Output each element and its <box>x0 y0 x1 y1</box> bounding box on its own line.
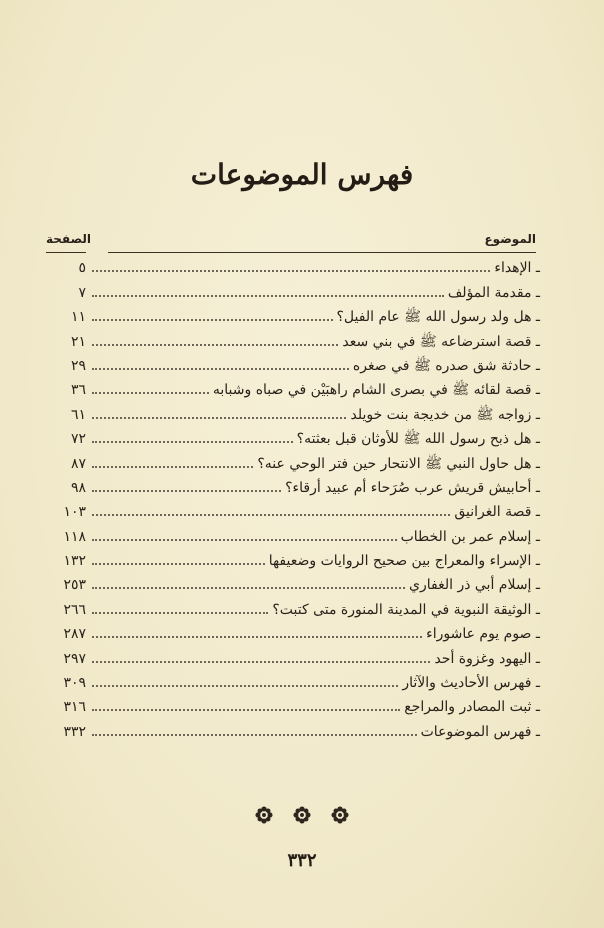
toc-entry-title: ـ إسلام عمر بن الخطاب <box>400 528 540 545</box>
toc-entry-title: ـ مقدمة المؤلف <box>447 284 540 301</box>
toc-entry-page: ٧ <box>78 284 86 301</box>
toc-entry-page: ١٠٣ <box>63 504 86 521</box>
dot-leader <box>92 490 281 492</box>
toc-entry-page: ٧٢ <box>70 431 86 448</box>
dot-leader <box>92 466 253 468</box>
dot-leader <box>92 514 450 516</box>
dot-leader <box>92 709 400 711</box>
dot-leader <box>92 368 349 370</box>
toc-entry <box>46 595 540 619</box>
toc-entry-title: ـ الإسراء والمعراج بين صحيح الروايات وضعيفها <box>268 553 540 570</box>
toc-entry <box>46 547 540 571</box>
toc-entry-title: ـ اليهود وغزوة أحد <box>434 650 540 667</box>
flower-ornament-icon <box>293 806 311 824</box>
toc-entry <box>46 376 540 400</box>
dot-leader <box>92 587 405 589</box>
toc-entry <box>46 644 540 668</box>
dot-leader <box>92 612 268 614</box>
toc-entry-page: ٢٩٧ <box>63 650 86 667</box>
toc-entry-title: ـ إسلام أبي ذر الغفاري <box>409 577 540 594</box>
toc-entry-title: ـ قصة الغرانيق <box>454 504 540 521</box>
dot-leader <box>92 661 430 663</box>
dot-leader <box>92 539 397 541</box>
toc-entry-title: ـ هل ولد رسول الله ﷺ عام الفيل؟ <box>336 309 540 326</box>
toc-entry-title: ـ حادثة شق صدره ﷺ في صغره <box>352 357 540 374</box>
table-of-contents <box>46 254 540 742</box>
toc-entry <box>46 571 540 595</box>
toc-entry-title: ـ صوم يوم عاشوراء <box>426 626 540 643</box>
toc-entry-page: ١٣٢ <box>63 553 86 570</box>
toc-entry-title: ـ هل ذبح رسول الله ﷺ للأوثان قبل بعثته؟ <box>296 431 540 448</box>
toc-entry-title: ـ فهرس الأحاديث والآثار <box>402 675 540 692</box>
toc-entry <box>46 620 540 644</box>
dot-leader <box>92 441 293 443</box>
toc-entry-page: ٢٦٦ <box>63 601 86 618</box>
toc-entry-page: ٦١ <box>70 406 86 423</box>
dot-leader <box>92 319 333 321</box>
toc-entry-page: ٢٨٧ <box>63 626 86 643</box>
toc-entry <box>46 498 540 522</box>
toc-entry <box>46 693 540 717</box>
ornament-divider <box>0 806 604 824</box>
dot-leader <box>92 295 444 297</box>
dot-leader <box>92 563 265 565</box>
toc-entry <box>46 449 540 473</box>
toc-entry-title: ـ الإهداء <box>494 260 540 277</box>
toc-entry-title: ـ زواجه ﷺ من خديجة بنت خويلد <box>350 406 540 423</box>
toc-entry-title: ـ قصة استرضاعه ﷺ في بني سعد <box>342 333 540 350</box>
page-column-header: الصفحة <box>46 232 92 246</box>
toc-entry-page: ٢١ <box>70 333 86 350</box>
dot-leader <box>92 685 398 687</box>
dot-leader <box>92 734 417 736</box>
toc-entry <box>46 352 540 376</box>
topic-header-rule <box>108 252 536 253</box>
toc-entry-page: ٢٥٣ <box>63 577 86 594</box>
toc-entry-page: ١١٨ <box>63 528 86 545</box>
toc-entry <box>46 254 540 278</box>
toc-entry-title: ـ ثبت المصادر والمراجع <box>404 699 540 716</box>
toc-entry <box>46 425 540 449</box>
dot-leader <box>92 344 338 346</box>
toc-entry-page: ٨٧ <box>70 455 86 472</box>
flower-ornament-icon <box>255 806 273 824</box>
toc-entry <box>46 669 540 693</box>
toc-entry-page: ٣١٦ <box>63 699 86 716</box>
toc-entry-title: ـ الوثيقة النبوية في المدينة المنورة متى كتبت؟ <box>272 601 540 618</box>
toc-entry-title: ـ فهرس الموضوعات <box>420 723 540 740</box>
toc-entry-page: ٣٠٩ <box>63 675 86 692</box>
toc-entry <box>46 278 540 302</box>
toc-entry-page: ٢٩ <box>70 357 86 374</box>
page-title: فهرس الموضوعات <box>190 158 414 191</box>
toc-entry <box>46 522 540 546</box>
toc-entry-title: ـ هل حاول النبي ﷺ الانتحار حين فتر الوحي عنه؟ <box>257 455 540 472</box>
page-header-rule <box>46 252 86 253</box>
dot-leader <box>92 417 346 419</box>
toc-entry-page: ٣٦ <box>70 382 86 399</box>
dot-leader <box>92 636 422 638</box>
topic-column-header: الموضوع <box>484 232 536 246</box>
toc-entry <box>46 327 540 351</box>
toc-entry-page: ٣٣٢ <box>63 723 86 740</box>
toc-entry <box>46 303 540 327</box>
dot-leader <box>92 270 490 272</box>
toc-entry-title: ـ أحابيش قريش عرب صُرَحاء أم عبيد أرقاء؟ <box>285 479 540 496</box>
toc-entry-page: ٥ <box>78 260 86 277</box>
flower-ornament-icon <box>331 806 349 824</box>
toc-entry-page: ٩٨ <box>70 479 86 496</box>
toc-entry-page: ١١ <box>70 309 86 326</box>
toc-entry <box>46 717 540 741</box>
toc-entry <box>46 474 540 498</box>
toc-entry <box>46 400 540 424</box>
page-number: ٣٣٢ <box>287 850 317 871</box>
toc-entry-title: ـ قصة لقائه ﷺ في بصرى الشام راهبَيْن في صباه وشبابه <box>212 382 540 399</box>
dot-leader <box>92 392 209 394</box>
